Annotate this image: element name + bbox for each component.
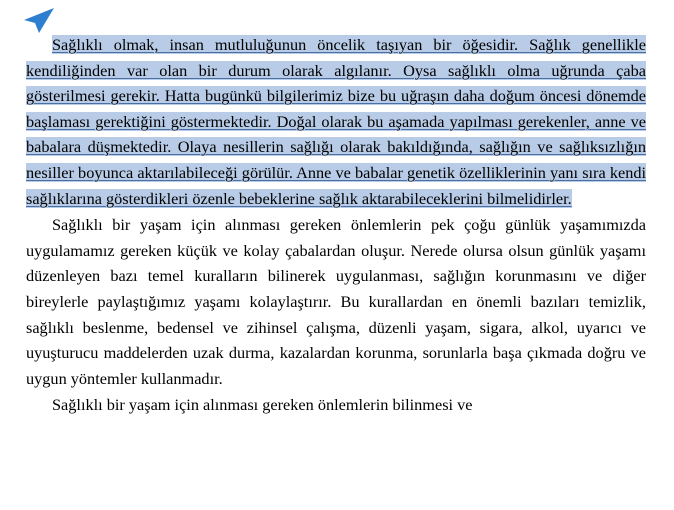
paragraph-selected[interactable] xyxy=(26,32,646,211)
selected-text[interactable]: Sağlıklı olmak, insan mutluluğunun öncelik taşıyan bir öğesidir. Sağlık genellikle kendiliğinden var olan bir durum olarak algılanır. Oysa sağlıklı olma uğrunda çaba gösterilmesi gerekir. Hatta bugünkü bilgilerimiz bize bu uğraşın daha doğum öncesi dönemde başlaması gerektiğini göstermektedir. Doğal olarak bu aşamada yapılması gerekenler, anne ve babalara düşmektedir. Olaya nesillerin sağlığı olarak bakıldığında, sağlığın ve sağlıksızlığın nesiller boyunca aktarılabileceği görülür. Anne ve babalar genetik özelliklerinin yanı sıra kendi sağlıklarına gösterdikleri özenle bebeklerine sağlık aktarabileceklerini bilmelidirler. xyxy=(26,35,646,208)
paragraph-two[interactable]: Sağlıklı bir yaşam için alınması gereken önlemlerin pek çoğu günlük yaşamımızda uygulamamız gereken küçük ve kolay çabalardan oluşur. Nerede olursa olsun günlük yaşamı düzenleyen bazı temel kuralların bilinerek uygulanması, sağlığın korunmasını ve diğer bireylerle paylaştığımız yaşamı kolaylaştırır. Bu kurallardan en önemli bazıları temizlik, sağlıklı beslenme, bedensel ve zihinsel çalışma, düzenli yaşam, sigara, alkol, uyarıcı ve uyuşturucu maddelerden uzak durma, kazalardan korunma, sorunlarla başa çıkmada doğru ve uygun yöntemler kullanmadır. xyxy=(26,215,646,388)
paragraph-three[interactable]: Sağlıklı bir yaşam için alınması gereken önlemlerin bilinmesi ve xyxy=(52,395,473,415)
document-body xyxy=(26,32,646,418)
